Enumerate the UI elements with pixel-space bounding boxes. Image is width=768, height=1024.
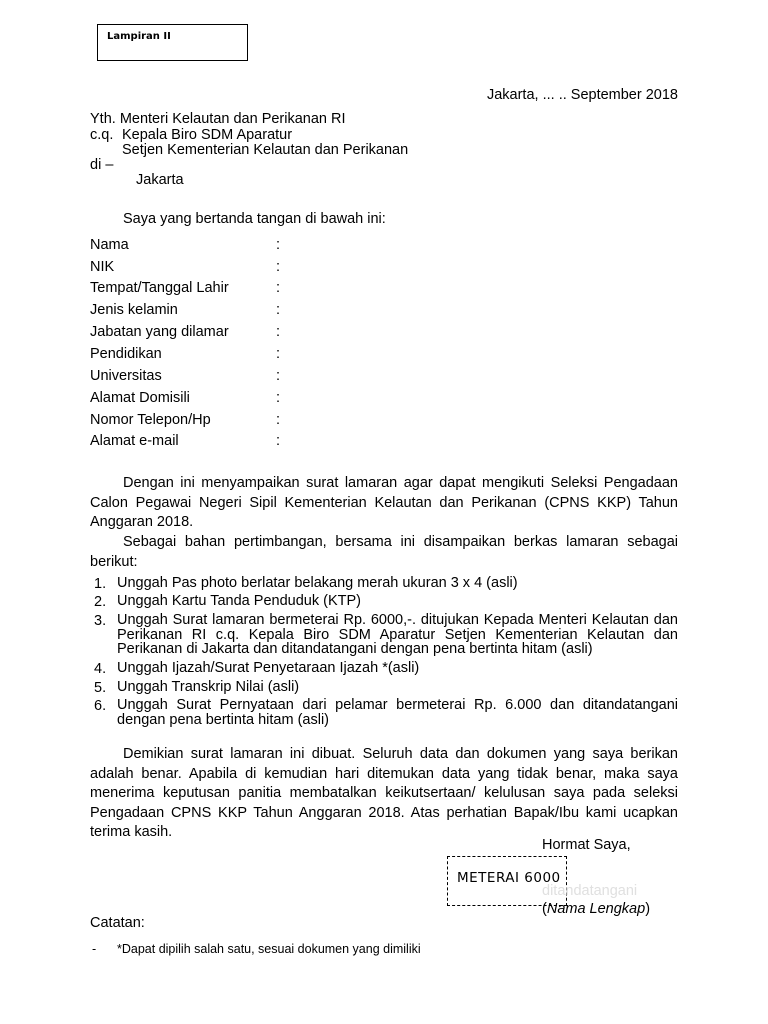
list-number: 6. [94, 698, 107, 714]
signed-hint: ditandatangani [542, 883, 638, 899]
lampiran-label: Lampiran II [107, 31, 171, 42]
field-colon: : [276, 259, 281, 275]
list-number: 2. [94, 594, 107, 610]
field-colon: : [276, 324, 281, 340]
note-text: *Dapat dipilih salah satu, sesuai dokumen yang dimiliki [117, 942, 421, 956]
field-label-jabatan: Jabatan yang dilamar [90, 324, 229, 340]
list-item: Unggah Pas photo berlatar belakang merah ukuran 3 x 4 (asli) [117, 575, 518, 591]
list-number: 1. [94, 576, 107, 592]
signatory-name: (Nama Lengkap) [542, 901, 651, 917]
field-label-telepon: Nomor Telepon/Hp [90, 412, 211, 428]
recipient-line-2: Kepala Biro SDM Aparatur [122, 127, 293, 143]
recipient-line-1: Yth. Menteri Kelautan dan Perikanan RI [90, 111, 346, 127]
field-colon: : [276, 412, 281, 428]
field-label-email: Alamat e-mail [90, 433, 179, 449]
list-number: 4. [94, 661, 107, 677]
list-number: 5. [94, 680, 107, 696]
note-dash: - [92, 942, 97, 956]
list-item: Unggah Surat Pernyataan dari pelamar bermeterai Rp. 6.000 dan ditandatangani dengan pena bertinta hitam (asli) [117, 697, 678, 728]
date-line: Jakarta, ... .. September 2018 [486, 87, 678, 103]
field-colon: : [276, 302, 281, 318]
field-label-universitas: Universitas [90, 368, 162, 384]
list-item: Unggah Ijazah/Surat Penyetaraan Ijazah *(asli) [117, 660, 420, 676]
list-item: Unggah Kartu Tanda Penduduk (KTP) [117, 593, 361, 609]
field-colon: : [276, 237, 281, 253]
paragraph-2: Sebagai bahan pertimbangan, bersama ini disampaikan berkas lamaran sebagai berikut: [90, 534, 678, 570]
field-label-pendidikan: Pendidikan [90, 346, 162, 362]
field-label-alamat: Alamat Domisili [90, 390, 190, 406]
recipient-line-3: Setjen Kementerian Kelautan dan Perikanan [122, 142, 409, 158]
meterai-label: METERAI 6000 [457, 870, 561, 886]
field-colon: : [276, 368, 281, 384]
field-label-nik: NIK [90, 259, 115, 275]
paragraph-1: Dengan ini menyampaikan surat lamaran agar dapat mengikuti Seleksi Pengadaan Calon Pegawai Negeri Sipil Kementerian Kelautan dan Perikanan (CPNS KKP) Tahun Anggaran 2018. [90, 475, 678, 530]
lampiran-box [97, 24, 248, 61]
list-item: Unggah Transkrip Nilai (asli) [117, 679, 300, 695]
field-colon: : [276, 280, 281, 296]
field-colon: : [276, 346, 281, 362]
notes-title: Catatan: [90, 915, 145, 931]
closing-text: Hormat Saya, [542, 837, 631, 853]
list-item: Unggah Surat lamaran bermeterai Rp. 6000,-. ditujukan Kepada Menteri Kelautan dan Perikanan RI c.q. Kepala Biro SDM Aparatur Setjen Kementerian Kelautan dan Perikanan di Jakarta dan ditandatangani dengan pena bertinta hitam (asli) [117, 612, 678, 657]
field-colon: : [276, 390, 281, 406]
field-label-ttl: Tempat/Tanggal Lahir [90, 280, 229, 296]
recipient-city: Jakarta [136, 172, 184, 188]
name-placeholder: Nama Lengkap [546, 901, 646, 917]
paragraph-3: Demikian surat lamaran ini dibuat. Seluruh data dan dokumen yang saya berikan adalah benar. Apabila di kemudian hari ditemukan data yang tidak benar, maka saya menerima keputusan panitia membatalkan keikutsertaan/ kelulusan saya pada seleksi Pengadaan CPNS KKP Tahun Anggaran 2018. Atas perhatian Bapak/Ibu kami ucapkan terima kasih. [90, 746, 678, 840]
field-label-nama: Nama [90, 237, 129, 253]
recipient-cq: c.q. [90, 127, 114, 143]
recipient-di: di – [90, 157, 114, 173]
field-label-jenis-kelamin: Jenis kelamin [90, 302, 178, 318]
list-number: 3. [94, 613, 107, 629]
intro-text: Saya yang bertanda tangan di bawah ini: [123, 211, 386, 227]
field-colon: : [276, 433, 281, 449]
